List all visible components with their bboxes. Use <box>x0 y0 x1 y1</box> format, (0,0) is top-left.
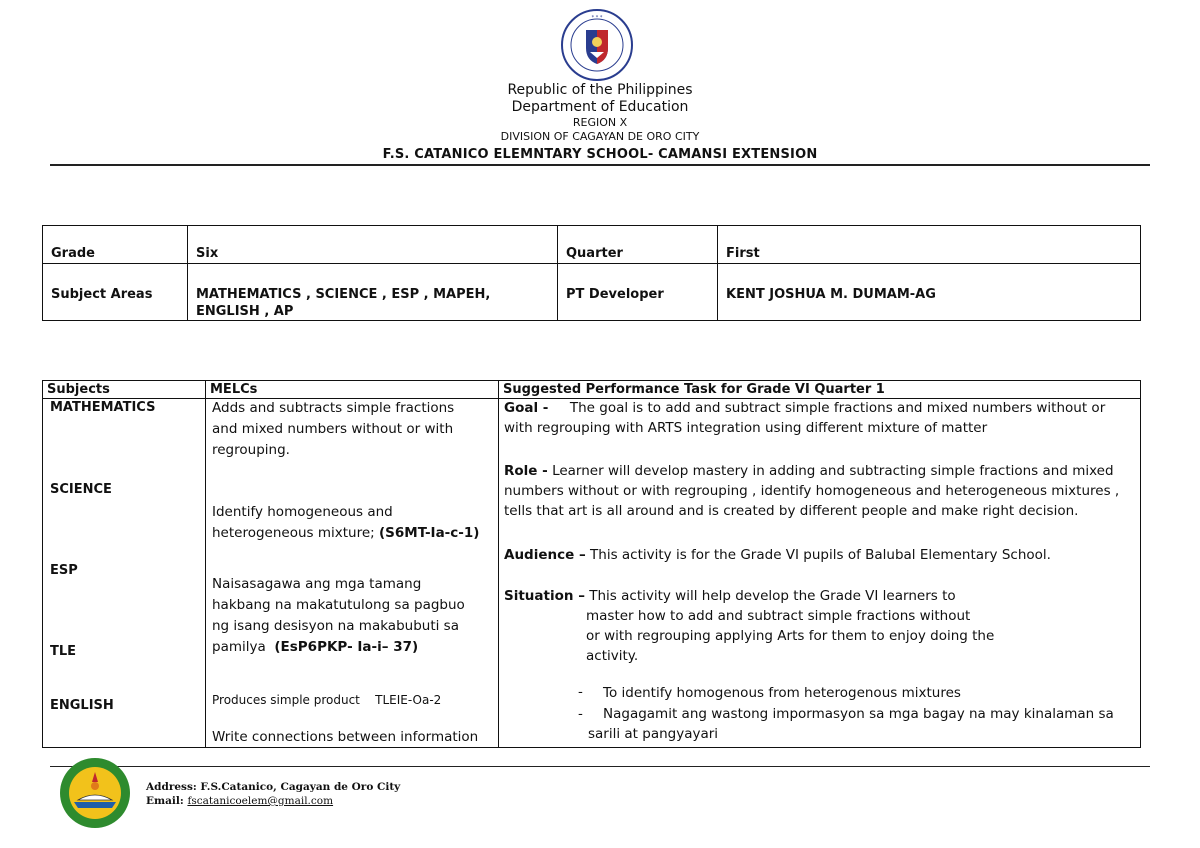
melc-esp-line: pamilya (EsP6PKP- Ia-i– 37) <box>212 639 419 655</box>
pt-developer-label: PT Developer <box>558 264 718 321</box>
bullet-item: To identify homogenous from heterogenous mixtures <box>603 685 961 701</box>
info-table <box>42 225 1141 321</box>
footer-email-link[interactable]: fscatanicoelem@gmail.com <box>187 795 334 807</box>
melc-math-line: regrouping. <box>212 442 290 458</box>
bullet-marker: - <box>578 706 583 722</box>
grade-value: Six <box>188 226 558 264</box>
melc-math-line: Adds and subtracts simple fractions <box>212 400 455 416</box>
melc-math <box>212 398 490 461</box>
task-role: Role - Learner will develop mastery in adding and subtracting simple fractions and mixed numbers without or with regrouping , identify homogeneous and heterogeneous mixtures , tells that art is all around and is created by different people and make right decision. <box>504 463 1120 519</box>
bullet-item-continued: sarili at pangyayari <box>588 726 719 742</box>
header-melcs: MELCs <box>206 381 499 399</box>
svg-text:* * *: * * * <box>591 15 603 21</box>
melc-science-line: Identify homogeneous and <box>212 504 393 520</box>
footer-address: Address: F.S.Catanico, Cagayan de Oro City <box>146 781 401 793</box>
subject-areas-value <box>188 264 558 321</box>
task-audience: Audience – This activity is for the Grade VI pupils of Balubal Elementary School. <box>504 547 1051 563</box>
melc-esp-code: (EsP6PKP- Ia-i– 37) <box>274 639 419 655</box>
melc-esp-line: Naisasagawa ang mga tamang <box>212 576 422 592</box>
melc-math-line: and mixed numbers without or with <box>212 421 454 437</box>
header-division: DIVISION OF CAGAYAN DE ORO CITY <box>500 130 700 143</box>
subject-areas-line1: MATHEMATICS , SCIENCE , ESP , MAPEH, <box>196 287 491 302</box>
footer-email-row <box>146 795 333 807</box>
header-subjects: Subjects <box>43 381 206 399</box>
subject-tle: TLE <box>50 644 77 659</box>
subject-english: ENGLISH <box>50 698 114 713</box>
header-divider <box>50 164 1150 166</box>
footer-email-label: Email: <box>146 795 184 807</box>
melc-science-line: heterogeneous mixture; (S6MT-Ia-c-1) <box>212 525 480 541</box>
melc-esp <box>212 574 490 658</box>
situation-label: Situation – <box>504 588 585 604</box>
header-department: Department of Education <box>511 99 689 115</box>
melc-tle: Produces simple product TLEIE-Oa-2 <box>212 693 442 707</box>
bullet-marker: - <box>578 684 583 700</box>
header-region: REGION X <box>572 116 628 129</box>
melc-science <box>212 502 490 544</box>
subject-areas-label: Subject Areas <box>43 264 188 321</box>
melc-science-code: (S6MT-Ia-c-1) <box>379 525 480 541</box>
footer-divider <box>50 766 1150 767</box>
melc-esp-line: hakbang na makatutulong sa pagbuo <box>212 597 465 613</box>
audience-label: Audience – <box>504 547 586 563</box>
header-suggested-task: Suggested Performance Task for Grade VI Quarter 1 <box>499 381 1141 399</box>
subject-mathematics: MATHEMATICS <box>50 400 156 415</box>
grade-label: Grade <box>43 226 188 264</box>
subject-science: SCIENCE <box>50 482 112 497</box>
task-goal: Goal - The goal is to add and subtract simple fractions and mixed numbers without or with regrouping with ARTS integration using different mixture of matter <box>504 400 1106 436</box>
goal-label: Goal - <box>504 400 549 416</box>
subject-areas-line2: ENGLISH , AP <box>196 304 294 319</box>
deped-seal-logo <box>560 8 634 82</box>
school-logo <box>58 756 132 830</box>
header-republic: Republic of the Philippines <box>507 82 693 98</box>
bullet-item: Nagagamit ang wastong impormasyon sa mga bagay na may kinalaman sa <box>603 706 1114 722</box>
task-situation: Situation – This activity will help develop the Grade VI learners to master how to add and subtract simple fractions without or with regrouping applying Arts for them to enjoy doing the activity. <box>504 588 995 664</box>
header-school-name: F.S. CATANICO ELEMNTARY SCHOOL- CAMANSI EXTENSION <box>382 147 818 162</box>
subject-esp: ESP <box>50 563 78 578</box>
quarter-value: First <box>718 226 1141 264</box>
melc-esp-line: ng isang desisyon na makabubuti sa <box>212 618 459 634</box>
role-label: Role - <box>504 463 548 479</box>
melc-english: Write connections between information <box>212 729 479 745</box>
melc-tle-code: TLEIE-Oa-2 <box>375 693 442 707</box>
pt-developer-value: KENT JOSHUA M. DUMAM-AG <box>718 264 1141 321</box>
quarter-label: Quarter <box>558 226 718 264</box>
